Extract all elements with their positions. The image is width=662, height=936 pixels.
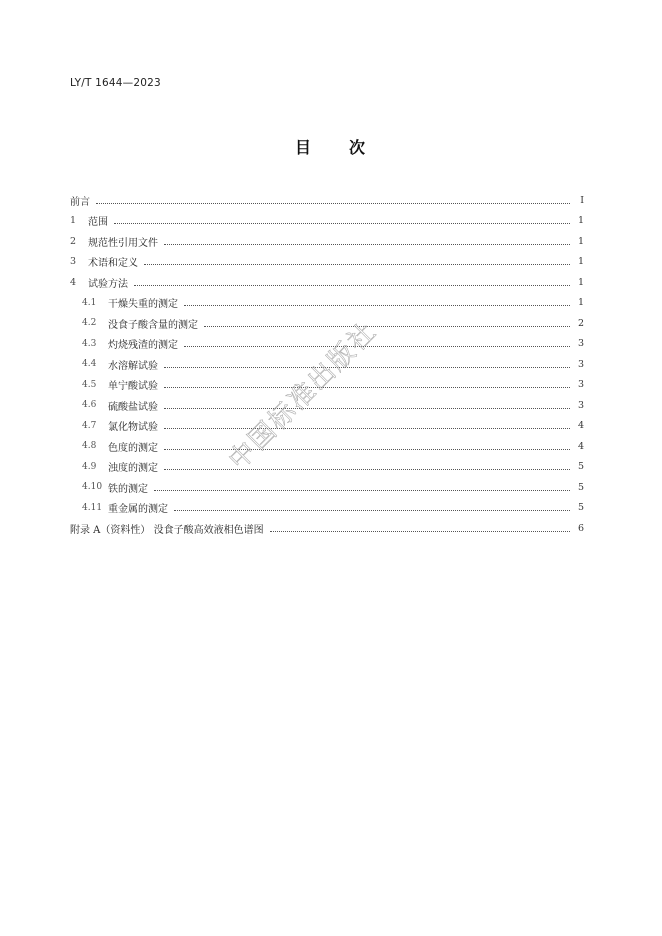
toc-entry-page: 4: [577, 420, 584, 432]
toc-entry[interactable]: [70, 457, 584, 478]
toc-entry-page: 1: [577, 256, 584, 268]
dot-leader: [270, 531, 570, 532]
toc-entry[interactable]: [70, 313, 584, 334]
dot-leader: [164, 469, 570, 470]
toc-entry-number: 1: [70, 215, 77, 227]
toc-entry-title: 试验方法: [88, 278, 128, 290]
toc-entry-number: 4: [70, 276, 77, 288]
standard-code: LY/T 1644—2023: [70, 77, 161, 89]
toc-entry-title: 范围: [88, 217, 108, 229]
toc-entry-title: 铁的测定: [108, 483, 148, 495]
toc-entry-page: 2: [577, 317, 584, 329]
toc-entry[interactable]: [70, 211, 584, 232]
toc-entry[interactable]: [70, 498, 584, 519]
toc-entry-number: 4.3: [82, 338, 97, 349]
toc-entry-page: 6: [577, 522, 584, 534]
toc-entry-page: 3: [577, 399, 584, 411]
dot-leader: [134, 285, 570, 286]
dot-leader: [144, 264, 570, 265]
toc-entry-page: 3: [577, 358, 584, 370]
dot-leader: [174, 510, 570, 511]
toc-entry-page: 5: [577, 461, 584, 473]
toc-entry-title: 没食子酸含量的测定: [108, 319, 198, 331]
toc-entry-page: 1: [577, 297, 584, 309]
toc-entry-page: 3: [577, 338, 584, 350]
toc-entry-page: I: [580, 194, 584, 206]
dot-leader: [184, 305, 570, 306]
toc-title-part1: 目: [294, 138, 313, 157]
toc-entry[interactable]: [70, 252, 584, 273]
toc-entry-title: 干燥失重的测定: [108, 299, 178, 311]
dot-leader: [96, 203, 570, 204]
toc-entry[interactable]: [70, 477, 584, 498]
dot-leader: [164, 367, 570, 368]
toc-entry-page: 5: [577, 502, 584, 514]
toc-entry-title: 重金属的测定: [108, 504, 168, 516]
toc-entry-title: 术语和定义: [88, 258, 138, 270]
toc-entry[interactable]: [70, 416, 584, 437]
toc-entry-number: 3: [70, 256, 77, 268]
toc-entry-title: 单宁酸试验: [108, 381, 158, 393]
toc-entry-title: 水溶解试验: [108, 360, 158, 372]
watermark: 中国标准出版社: [223, 316, 383, 476]
toc-entry-page: 1: [577, 276, 584, 288]
toc-entry-number: 4.4: [82, 359, 97, 370]
toc-entry-title: 硫酸盐试验: [108, 401, 158, 413]
dot-leader: [184, 346, 570, 347]
toc-entry-number: 4.11: [82, 502, 103, 513]
toc-entry-page: 3: [577, 379, 584, 391]
toc-entry-title: 氯化物试验: [108, 422, 158, 434]
dot-leader: [204, 326, 570, 327]
toc-entry[interactable]: [70, 272, 584, 293]
toc-entry-title: 灼烧残渣的测定: [108, 340, 178, 352]
toc-entry-page: 4: [577, 440, 584, 452]
toc-entry-number: 4.10: [82, 482, 103, 493]
toc-entry[interactable]: [70, 190, 584, 211]
toc-entry-title: 规范性引用文件: [88, 237, 158, 249]
toc-entry-number: 4.7: [82, 420, 97, 431]
dot-leader: [154, 490, 570, 491]
dot-leader: [164, 387, 570, 388]
toc-entry-number: 4.1: [82, 297, 97, 308]
toc-entry-number: 4.2: [82, 318, 97, 329]
toc-entry-title: 附录 A（资料性） 没食子酸高效液相色谱图: [70, 524, 264, 536]
toc-entry[interactable]: [70, 231, 584, 252]
toc-entry-number: 4.9: [82, 461, 97, 472]
toc-title: [0, 135, 662, 158]
toc-entry[interactable]: [70, 395, 584, 416]
toc-entry-page: 5: [577, 481, 584, 493]
toc-entry-title: 浊度的测定: [108, 463, 158, 475]
toc-entry-page: 1: [577, 235, 584, 247]
toc-entry[interactable]: [70, 436, 584, 457]
dot-leader: [164, 244, 570, 245]
dot-leader: [164, 408, 570, 409]
toc-entry-number: 2: [70, 235, 77, 247]
dot-leader: [164, 428, 570, 429]
toc-entry[interactable]: [70, 518, 584, 539]
toc-entry-number: 4.6: [82, 400, 97, 411]
toc-entry[interactable]: [70, 293, 584, 314]
toc-entry-number: 4.5: [82, 379, 97, 390]
toc-entry-title: 前言: [70, 196, 90, 208]
dot-leader: [114, 223, 570, 224]
toc-title-part2: 次: [349, 138, 368, 157]
toc-entry-number: 4.8: [82, 441, 97, 452]
toc-entry-title: 色度的测定: [108, 442, 158, 454]
toc-entry-page: 1: [577, 215, 584, 227]
